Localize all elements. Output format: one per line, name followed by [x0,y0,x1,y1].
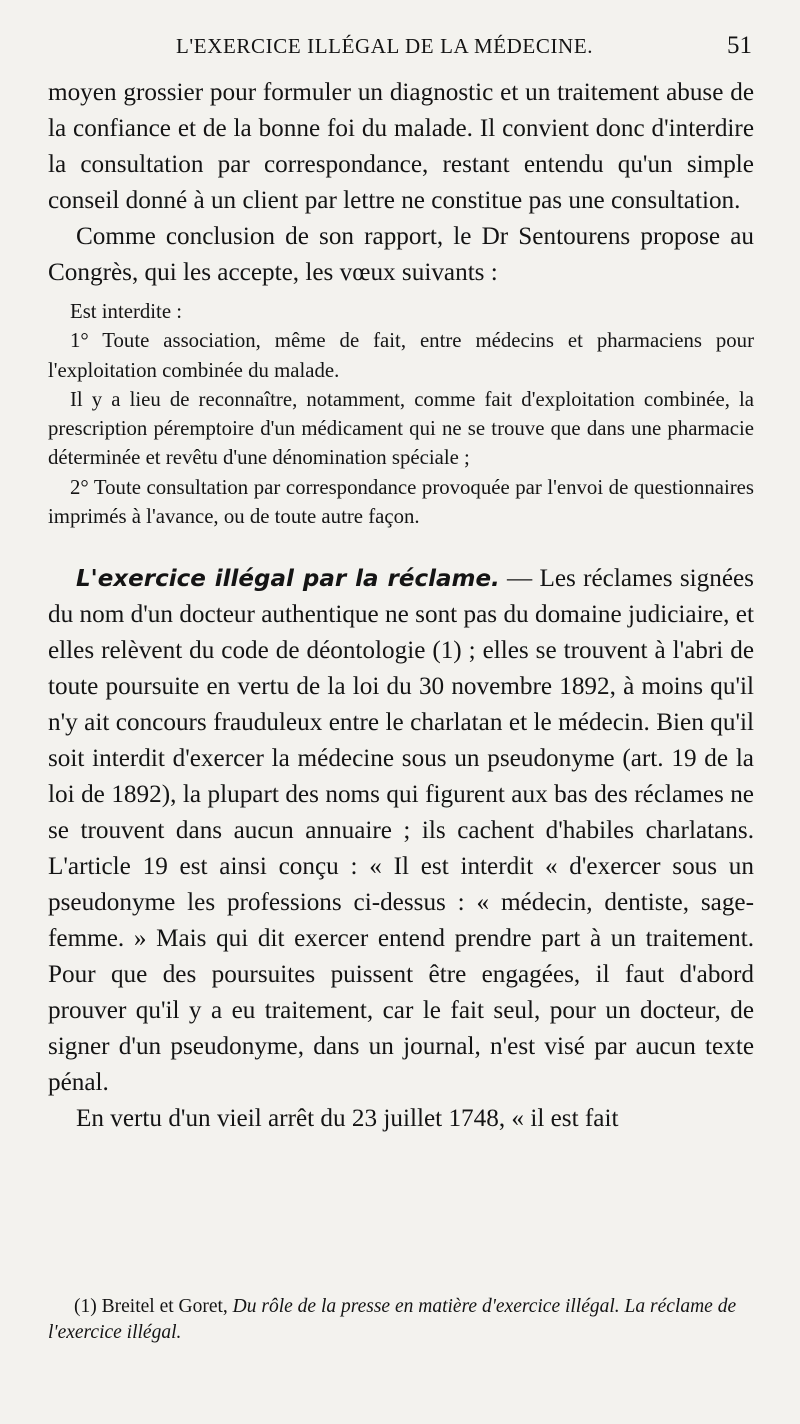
running-title: L'EXERCICE ILLÉGAL DE LA MÉDECINE. [176,34,594,58]
resolution-item: Il y a lieu de reconnaître, notamment, comme fait d'exploitation combinée, la prescription péremptoire d'un médicament qui ne se trouve que dans une pharmacie déterminée et revêtu d'une dénomination spéciale ; [48,387,754,470]
footnotes [48,1294,754,1346]
page-body [48,75,754,1137]
footnote-marker: (1) [74,1296,97,1317]
running-head [176,32,752,60]
paragraph: moyen grossier pour formuler un diagnostic et un traitement abuse de la confiance et de la bonne foi du malade. Il convient donc d'interdire la consultation par correspondance, restant entendu qu'un simple conseil donné à un client par lettre ne constitue pas une consultation. [48,79,754,214]
section-paragraph [48,561,754,1101]
paragraph: En vertu d'un vieil arrêt du 23 juillet 1748, « il est fait [76,1105,619,1133]
footnote-title: Du rôle de la presse en matière d'exercice illégal. La réclame de l'exercice illégal. [48,1296,737,1343]
section [48,561,754,1137]
resolution-intro: Est interdite : [70,300,183,323]
footnote [48,1294,754,1346]
section-text: — Les réclames signées du nom d'un docteur authentique ne sont pas du domaine judiciaire, et elles relèvent du code de déontologie (1) ; elles se trouvent à l'abri de toute poursuite en vertu de la loi du 30 novembre 1892, à moins qu'il n'y ait concours frauduleux entre le charlatan et le médecin. Bien qu'il soit interdit d'exercer la médecine sous un pseudonyme (art. 19 de la loi de 1892), la plupart des noms qui figurent aux bas des réclames ne se trouvent dans aucun annuaire ; ils cachent d'habiles charlatans. L'article 19 est ainsi conçu : « Il est interdit « d'exercer sous un pseudonyme les professions ci-dessus : « médecin, dentiste, sage-femme. » Mais qui dit exercer entend prendre part à un traitement. Pour que des poursuites puissent être engagées, il faut d'abord prouver qu'il y a eu traitement, car le fait seul, pour un docteur, de signer d'un pseudonyme, dans un journal, n'est visé par aucun texte pénal. [48,565,754,1097]
footnote-authors: Breitel et Goret, [96,1296,233,1317]
paragraph: Comme conclusion de son rapport, le Dr Sentourens propose au Congrès, qui les accepte, les vœux suivants : [48,223,754,286]
page-number: 51 [727,32,752,59]
resolution-item: 1° Toute association, même de fait, entre médecins et pharmaciens pour l'exploitation combinée du malade. [48,329,754,382]
resolutions-block [48,297,754,531]
resolution-item: 2° Toute consultation par correspondance provoquée par l'envoi de questionnaires imprimés à l'avance, ou de toute autre façon. [48,475,754,529]
section-title: L'exercice illégal par la réclame. [76,566,500,593]
